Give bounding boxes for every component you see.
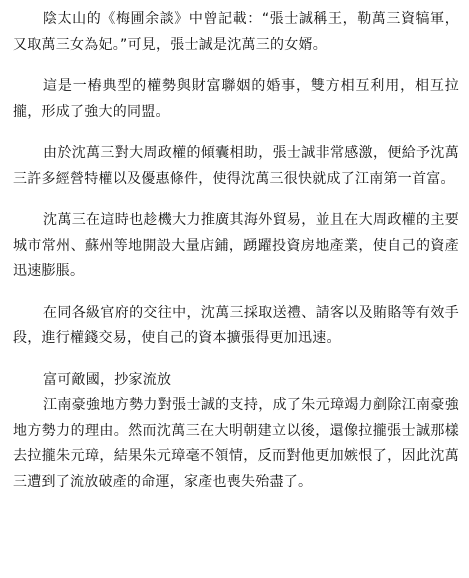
paragraph-alliance: 這是一樁典型的權勢與財富聯姻的婚事，雙方相互利用，相互拉攏，形成了強大的同盟。 <box>13 78 459 120</box>
paragraph-marriage-record: 陰太山的《梅圃余談》中曾記載：“張士誠稱王，勒萬三資犒軍，又取萬三女為妃。”可見，張士誠是沈萬三的女婿。 <box>13 11 459 53</box>
paragraph-trade-expansion: 沈萬三在這時也趁機大力推廣其海外貿易，並且在大周政權的主要城市常州、蘇州等地開設大量店鋪，踴躍投資房地產業，使自己的資產迅速膨脹。 <box>13 212 459 279</box>
paragraph-exile: 江南豪強地方勢力對張士誠的支持，成了朱元璋竭力剷除江南豪強地方勢力的理由。然而沈萬三在大明朝建立以後，還像拉攏張士誠那樣去拉攏朱元璋，結果朱元璋毫不領情，反而對他更加嫉恨了，因此沈萬三遭到了流放破產的命運，家產也喪失殆盡了。 <box>13 397 459 490</box>
section-heading: 富可敵國，抄家流放 <box>43 371 172 388</box>
paragraph-official-dealings: 在同各級官府的交往中，沈萬三採取送禮、請客以及賄賂等有效手段，進行權錢交易，使自己的資本擴張得更加迅速。 <box>13 304 459 346</box>
paragraph-privileges: 由於沈萬三對大周政權的傾囊相助，張士誠非常感激，便給予沈萬三許多經營特權以及優惠條件，使得沈萬三很快就成了江南第一首富。 <box>13 145 459 187</box>
article-body <box>13 7 459 495</box>
